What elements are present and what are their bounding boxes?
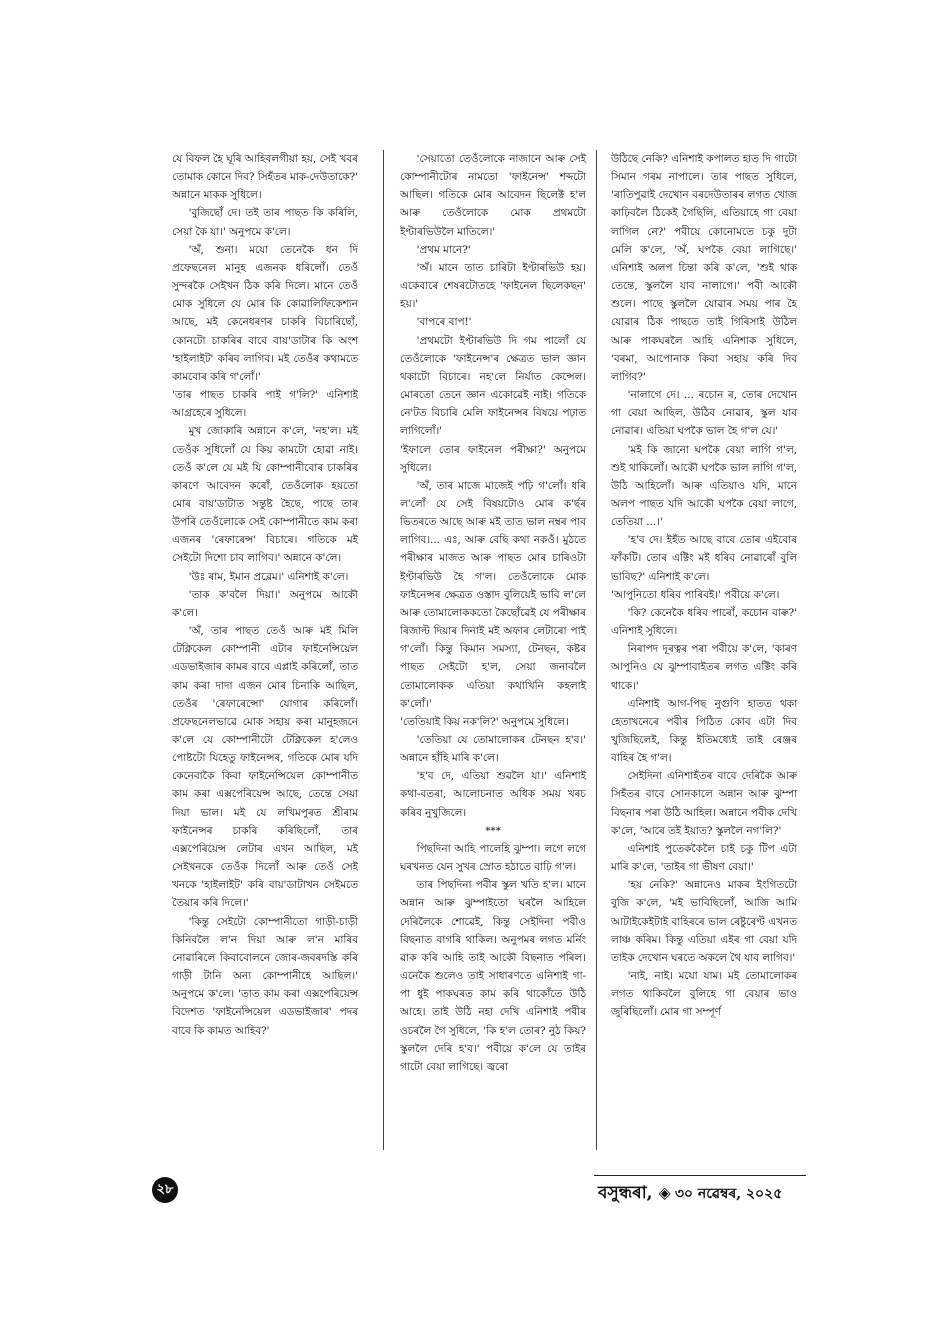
- paragraph: 'সেয়াতো তেওঁলোকে নাজানে আৰু সেই কোম্পানীটোৰ নামতো 'ফাইনেন্স' শব্দটো আছিল। গতিকে মোৰ আবেদন ছিলেক্ট হ'ল আৰু তেওঁলোকে মোক প্ৰথমটো ইণ্টাৰভিউলৈ মাতিলে।': [400, 153, 586, 238]
- paragraph: এনিশাই পুতেককৈলৈ চাই চকু টিপ এটা মাৰি ক'লে, 'তাইৰ গা ভীষণ বেয়া।': [611, 842, 797, 874]
- paragraph: 'কি? কেনেকৈ ধৰিব পাৰোঁ, কচোন বাৰু?' এনিশাই সুধিলে।: [611, 606, 797, 638]
- paragraph: 'হয় নেকি?' অন্নানেও মাকৰ ইংগিতটো বুজি ক'লে, 'মই ভাবিছিলোঁ, আজি আমি আটাইকেইটাই বাহিৰৰে ভাল ৰেষ্টুৰেণ্ট এখনত লাঞ্চ কৰিম। কিন্তু এতিয়া এইৰ গা বেয়া যদি তাইক দেখোন ঘৰতে অকলে থৈ যাব লাগিব।': [611, 879, 797, 964]
- paragraph: 'অঁ, তাৰ মাজে মাজেই পঢ়ি গ'লোঁ। ধৰি ল'লোঁ যে সেই বিষয়টোও মোৰ ক'ৰ্ছৰ ভিতৰতে আছে আৰু মই তাত ভাল নম্বৰ পাব লাগিব।... এঃ, আৰু বেছি কথা নকওঁ। মুঠতে পৰীক্ষাৰ মাজত আৰু পাছত মোৰ চাৰিওটা ইণ্টাৰভিউ হৈ গ'ল। তেওঁলোকে মোক ফাইনেন্সৰ ক্ষেত্ৰত ওস্তাদ বুলিয়েই ভাবি ল'লে আৰু তোমালোককতো কৈছোঁৱেই যে পৰীক্ষাৰ ৰিজাল্ট দিয়াৰ দিনাই মই অফাৰ লেটাৰো পাই গ'লোঁ। কিন্তু কিমান সমস্যা, টেনছন, কষ্টৰ পাছত সেইটো হ'ল, সেয়া জনাবলৈ তোমালোকক এতিয়া কথাখিনি কহলাই ক'লোঁ।': [400, 479, 586, 710]
- paragraph: 'আপুনিতো ধৰিব পাৰিবই।' পবীয়ে ক'লে।: [611, 588, 780, 601]
- paragraph: পিছদিনা আহি পালেহি ঝুম্পা। লগে লগে ঘৰখনত যেন সুখৰ স্ৰোত হঠাতে বাঢ়ি গ'ল।: [400, 842, 586, 874]
- page-number: ২৮: [152, 1177, 178, 1203]
- paragraph: 'প্ৰথম মানে?': [416, 243, 471, 256]
- issue-date: ৩০ নৱেম্বৰ, ২০২৫: [674, 1186, 783, 1202]
- paragraph: তাৰ পিছদিনা পবীৰ স্কুল খতি হ'ল। মানে অন্নান আৰু ঝুম্পাইতো ঘৰলৈ আহিলে দেৰিলৈকে শোৱেই, কিন্তু সেইদিনা পবীও বিছনাত বাগৰি থাকিল। অনুপমৰ লগত মৰ্নিং ৱাক কৰি আহি তাই আকৌ বিছনাত পৰিল। এনেকৈ শুলেও তাই সাধাৰণতে এনিশাই গা-পা ধুই পাকঘৰত কাম কৰি থাকোঁতে উঠি আহে। তাই উঠি নহা দেখি এনিশাই পবীৰ ওচৰলৈ গৈ সুধিলে, 'কি হ'ল তোৰ? নুঠ কিয়? স্কুললৈ দেৰি হ'ব।' পবীয়ে ক'লে যে তাইৰ গাটো বেয়া লাগিছে। জ্বৰো: [400, 879, 586, 1073]
- paragraph: 'প্ৰথমটো ইণ্টাৰভিউ দি গম পালোঁ যে তেওঁলোকে 'ফাইনেন্স'ৰ ক্ষেত্ৰত ভাল জ্ঞান থকাটো বিচাৰে। নহ'লে নিৰ্যাত কেন্সেল। মোৰতো তেনে জ্ঞান একোৱেই নাই। গতিকে নে'টত বিচাৰি মেলি ফাইনেন্সৰ বিষয়ে পঢ়াত লাগিলোঁ।': [400, 334, 586, 438]
- paragraph: উঠিছে নেকি? এনিশাই কপালত হাত দি গাটো সিমান গৰম নাপালে। তাৰ পাছত সুধিলে, 'ৰাতিপুৱাই দেখোন বৰদেউতাৰৰ লগত খোজ কাঢ়িবলৈ ঠিকেই গৈছিলি, এতিয়াহে গা বেয়া লাগিল নে?' পবীয়ে কোনোমতে চকু দুটা মেলি ক'লে, 'অঁ, ঘপকৈ বেয়া লাগিছে।' এনিশাই অলপ চিন্তা কৰি ক'লে, 'শুই থাক তেন্তে, স্কুললৈ যাব নালাগে।' পবী আকৌ শুলে। পাছে স্কুললৈ যোৱাৰ সময় পাৰ হৈ যোৱাৰ ঠিক পাছতে তাই গিৰিসাই উঠিল আৰু পাকঘৰলৈ আহি এনিশাক সুধিলে, 'বৰমা, আপোনাক কিবা সহায় কৰি দিব লাগিব?': [611, 153, 797, 383]
- date-ornament-icon: ◈: [658, 1183, 671, 1202]
- paragraph: 'উঃ ৰাম, ইমান প্ৰব্লেম।' এনিশাই ক'লে।: [188, 570, 349, 583]
- article-column-1: [172, 150, 358, 1040]
- paragraph: ***: [485, 824, 501, 837]
- article-column-3: [611, 150, 797, 1022]
- paragraph: সেইদিনা এনিশাহঁতৰ বাবে দেৰিকৈ আৰু সিহঁতৰ বাবে সোনকালে অন্নান আৰু ঝুম্পা বিছনাৰ পৰা উঠি আহিল। অন্নানে পবীক দেখি ক'লে, 'আৰে তই ইয়াত? স্কুললৈ নগ'লি?': [611, 770, 797, 837]
- paragraph: 'তেতিয়াই কিয় নক'লি?' অনুপমে সুধিলে।: [400, 715, 569, 728]
- paragraph: 'মই কি জানো ঘপকৈ বেয়া লাগি গ'ল, শুই থাকিলোঁ। আকৌ ঘপকৈ ভাল লাগি গ'ল, উঠি আহিলোঁ। আৰু এতিয়াও যদি, মানে অলপ পাছত যদি আকৌ ঘপকৈ বেয়া লাগে, তেতিয়া ...।': [611, 443, 797, 529]
- paragraph: 'ইফালে তোৰ ফাইনেল পৰীক্ষা?' অনুপমে সুধিলে।: [400, 443, 586, 474]
- paragraph: 'নালাগে দে। ... ৰচোন ৰ, তোৰ দেখোন গা বেয়া আছিল, উঠিব নোৱাৰ, স্কুল যাব নোৱাৰ। এতিয়া ঘপকৈ ভাল হৈ গ'ল যে।': [611, 389, 797, 438]
- article-column-2: [400, 150, 586, 1076]
- paragraph: 'নাই, নাই। মযো যাম। মই তোমালোকৰ লগত থাকিবলৈ বুলিহে গা বেয়াৰ ভাও জুৰিছিলোঁ। মোৰ গা সম্পূৰ্ণ: [611, 970, 797, 1019]
- paragraph: 'হ'ব দে, এতিয়া শুৱলৈ যা।' এনিশাই কথা-বতৰা, আলোচনাত অধিক সময় খৰচ কৰিব নুখুজিলে।: [400, 770, 586, 819]
- paragraph: 'অঁ। মানে তাত চাৰিটা ইণ্টাৰভিউ হয়। একেবাৰে শেষৰটোতহে 'ফাইনেল ছিলেকছন' হয়।': [400, 261, 586, 311]
- paragraph: 'অঁ, শুনা। মযো তেনেকৈ ধন দি প্ৰফেছনেল মানুহ এজনক ধৰিলোঁ। তেওঁ সুন্দৰকৈ সেইখন ঠিক কৰি দিলে। মানে তেওঁ মোক সুধিলে যে মোৰ কি কোৱালিফিকেশ্যন আছে, মই কেনেধৰণৰ চাকৰি বিচাৰিছোঁ, কোনটো চাকৰিৰ বাবে বায়'ডাটাৰ কি অংশ 'হাইলাইট' কৰিব লাগিব। মই তেওঁৰ কথামতে কামবোৰ কৰি গ'লোঁ।': [172, 243, 358, 383]
- paragraph: 'অঁ, তাৰ পাছত তেওঁ আৰু মই মিলি টেক্নিকেল কোম্পানী এটাৰ ফাইনেন্সিয়েল এডভাইজাৰ কামৰ বাবে এপ্লাই কৰিলোঁ, তাত কাম কৰা দাদা এজন মোৰ চিনাকি আছিল, তেওঁৰ 'ৰেফাৰেন্সো' যোগাৰ কৰিলোঁ। প্ৰফেছনেলভাৱে মোক সহায় কৰা মানুহজনে ক'লে যে কোম্পানীটো টেক্নিকেল হ'লেও পোষ্টটো যিহেতু ফাইনেন্সৰ, গতিকে মোৰ যদি কেনেবাকৈ কিবা ফাইনেন্সিয়েল কোম্পানীত কাম কৰা এক্সপেৰিয়েন্স আছে, তেন্তে সেয়া দিয়া ভাল। মই যে লখিমপুৰত শ্ৰীৰাম ফাইনেন্সৰ চাকৰি কৰিছিলোঁ, তাৰ এক্সপেৰিয়েন্স লেটাৰ এখন আছিল, মই সেইখনকে তেওঁক দিলোঁ আৰু তেওঁ সেই খনকে 'হাইলাইট' কৰি বায়'ডাটাখন সেইমতে তৈয়াৰ কৰি দিলে।': [172, 625, 358, 910]
- footer-title: [598, 1180, 782, 1208]
- paragraph: 'তাক ক'বলৈ দিয়া।' অনুপমে আকৌ ক'লে।: [172, 588, 358, 619]
- paragraph: 'কিন্তু সেইটো কোম্পানীতো গাড়ী-চাড়ী কিনিবলৈ ল'ন দিয়া আৰু ল'ন মাৰিব নোৱাৰিলে কিবাবোলনে জোৰ-জবৰদস্তি কৰি গাড়ী টানি অন্য কোম্পানীহে আছিল।' অনুপমে ক'লে। 'তাত কাম কৰা এক্সপেৰিয়েন্স বিদেশত 'ফাইনেন্সিয়েল এডভাইজাৰ' পদৰ বাবে কি কামত আহিব?': [172, 915, 358, 1037]
- column-divider-1: [383, 150, 384, 1150]
- paragraph: 'তাৰ পাছত চাকৰি পাই গ'লি?' এনিশাই আগ্ৰহেৰে সুধিলে।: [172, 389, 358, 420]
- magazine-name: বসুন্ধৰা,: [598, 1183, 653, 1203]
- paragraph: 'বুজিছোঁ দে। তই তাৰ পাছত কি কৰিলি, সেয়া কৈ যা।' অনুপমে ক'লে।: [172, 207, 358, 238]
- paragraph: নিৰাপদ দূৰত্বৰ পৰা পবীয়ে ক'লে, 'কাৰণ আপুনিও যে ঝুম্পাবাইতৰ লগত এক্টিং কৰি থাকে।': [611, 643, 797, 692]
- paragraph: 'তেতিয়া যে তোমালোকৰ টেনছন হ'ব।' অন্নানে হাঁহি মাৰি ক'লে।: [400, 734, 586, 765]
- footer-rule: [594, 1175, 806, 1176]
- paragraph: 'বাপৰে বাপ!': [416, 316, 472, 329]
- paragraph: মুখ জোকাৰি অন্নানে ক'লে, 'নহ'ল। মই তেওঁক সুধিলোঁ যে কিয় কামটো হোৱা নাই। তেওঁ ক'লে যে মই যি কোম্পানীবোৰ চাকৰিৰ কাৰণে আবেদন কৰোঁ, তেওঁলোক হয়তো মোৰ বায়'ডাটাত সন্তুষ্ট হৈছে, পাছে তাৰ উপৰি তেওঁলোকে সেই কোম্পানীতে কাম কৰা এজনৰ 'ৰেফাৰেন্স' বিচাৰে। গতিকে মই সেইটো দিশো চাব লাগিব।' অন্নানে ক'লে।: [172, 425, 358, 565]
- paragraph: এনিশাই আগ-পিছ নুগুণি হাতত থকা হেতাখনেৰে পবীৰ পিঠিত কোব এটা দিব খুজিছিলেই, কিন্তু ইতিমধ্যেই তাই ৰেঞ্জৰ বাহিৰ হৈ গ'ল।: [611, 697, 797, 765]
- column-divider-2: [596, 150, 597, 1150]
- paragraph: 'হ'ব দে। ইহঁত আছে বাবে তোৰ এইবোৰ ফাঁকটি। তোৰ এক্টিং মই ধৰিব নোৱাৰোঁ বুলি ভাবিছ?' এনিশাই ক'লে।: [611, 534, 797, 583]
- paragraph: যে বিফল হৈ ঘূৰি আহিবলগীয়া হয়, সেই খবৰ তোমাক কোনে দিব? সিহঁতৰ মাক-দেউতাকে?' অন্নানে মাকক সুধিলে।: [172, 153, 358, 202]
